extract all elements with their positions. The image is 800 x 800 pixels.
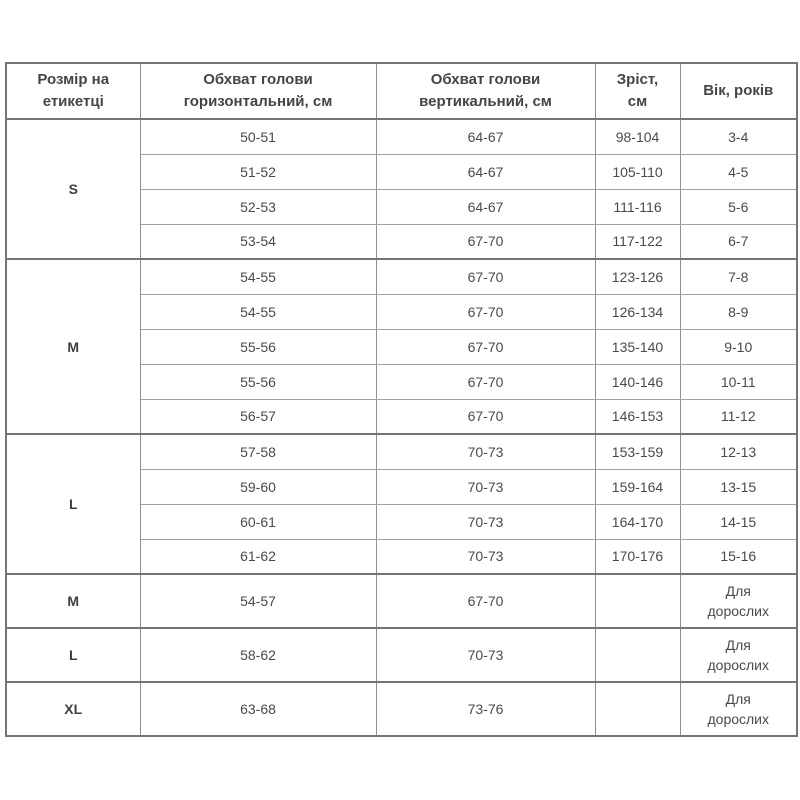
cell-horizontal: 53-54 <box>140 224 376 259</box>
cell-age: 7-8 <box>680 259 797 294</box>
cell-vertical: 67-70 <box>376 224 595 259</box>
cell-horizontal: 54-55 <box>140 294 376 329</box>
cell-height: 164-170 <box>595 504 680 539</box>
cell-vertical: 70-73 <box>376 539 595 574</box>
size-group-label-m: M <box>6 259 140 434</box>
cell-height-empty <box>595 682 680 736</box>
column-header-size-label: Розмір на етикетці <box>37 71 110 110</box>
cell-horizontal: 57-58 <box>140 434 376 469</box>
cell-vertical: 67-70 <box>376 399 595 434</box>
cell-height: 159-164 <box>595 469 680 504</box>
cell-age <box>680 574 797 628</box>
column-header-size <box>6 63 140 119</box>
cell-horizontal: 59-60 <box>140 469 376 504</box>
column-header-horizontal-label: Обхват голови горизонтальний, см <box>183 71 333 110</box>
cell-vertical: 70-73 <box>376 469 595 504</box>
cell-vertical: 70-73 <box>376 434 595 469</box>
cell-horizontal: 55-56 <box>140 364 376 399</box>
cell-horizontal: 54-55 <box>140 259 376 294</box>
cell-age: 6-7 <box>680 224 797 259</box>
cell-horizontal: 58-62 <box>140 628 376 682</box>
table-row <box>6 574 797 628</box>
size-label-adult-l: L <box>6 628 140 682</box>
table-row <box>6 682 797 736</box>
cell-height: 153-159 <box>595 434 680 469</box>
header-row <box>6 63 797 119</box>
cell-height: 126-134 <box>595 294 680 329</box>
cell-vertical: 67-70 <box>376 259 595 294</box>
cell-horizontal: 56-57 <box>140 399 376 434</box>
column-header-vertical-label: Обхват голови вертикальний, см <box>419 71 552 110</box>
table-row <box>6 119 797 154</box>
cell-height-empty <box>595 574 680 628</box>
size-chart-table <box>5 62 798 737</box>
cell-age: 15-16 <box>680 539 797 574</box>
cell-vertical: 64-67 <box>376 189 595 224</box>
cell-horizontal: 51-52 <box>140 154 376 189</box>
size-label-adult-xl: XL <box>6 682 140 736</box>
column-header-height <box>595 63 680 119</box>
cell-vertical: 70-73 <box>376 504 595 539</box>
cell-age-text: Для дорослих <box>707 690 770 727</box>
cell-age: 10-11 <box>680 364 797 399</box>
cell-age: 11-12 <box>680 399 797 434</box>
cell-age: 13-15 <box>680 469 797 504</box>
cell-age: 4-5 <box>680 154 797 189</box>
cell-age <box>680 682 797 736</box>
cell-vertical: 73-76 <box>376 682 595 736</box>
cell-age: 14-15 <box>680 504 797 539</box>
cell-horizontal: 52-53 <box>140 189 376 224</box>
table-row <box>6 434 797 469</box>
cell-horizontal: 50-51 <box>140 119 376 154</box>
cell-age: 12-13 <box>680 434 797 469</box>
column-header-horizontal <box>140 63 376 119</box>
cell-vertical: 67-70 <box>376 364 595 399</box>
column-header-age-label: Вік, років <box>703 82 774 100</box>
cell-horizontal: 54-57 <box>140 574 376 628</box>
cell-age: 8-9 <box>680 294 797 329</box>
cell-horizontal: 63-68 <box>140 682 376 736</box>
size-group-label-l: L <box>6 434 140 574</box>
cell-age <box>680 628 797 682</box>
cell-height: 123-126 <box>595 259 680 294</box>
cell-age: 3-4 <box>680 119 797 154</box>
cell-vertical: 67-70 <box>376 329 595 364</box>
size-label-adult-m: M <box>6 574 140 628</box>
column-header-age <box>680 63 797 119</box>
cell-height: 146-153 <box>595 399 680 434</box>
cell-height: 117-122 <box>595 224 680 259</box>
cell-age-text: Для дорослих <box>707 636 770 673</box>
cell-height-empty <box>595 628 680 682</box>
table-row <box>6 259 797 294</box>
cell-height: 135-140 <box>595 329 680 364</box>
cell-height: 140-146 <box>595 364 680 399</box>
column-header-height-label: Зріст, см <box>616 71 659 110</box>
cell-age: 9-10 <box>680 329 797 364</box>
cell-age: 5-6 <box>680 189 797 224</box>
cell-vertical: 64-67 <box>376 119 595 154</box>
cell-horizontal: 60-61 <box>140 504 376 539</box>
cell-horizontal: 55-56 <box>140 329 376 364</box>
column-header-vertical <box>376 63 595 119</box>
cell-height: 105-110 <box>595 154 680 189</box>
cell-height: 98-104 <box>595 119 680 154</box>
cell-age-text: Для дорослих <box>707 582 770 619</box>
cell-height: 111-116 <box>595 189 680 224</box>
cell-height: 170-176 <box>595 539 680 574</box>
table-row <box>6 628 797 682</box>
cell-vertical: 70-73 <box>376 628 595 682</box>
size-group-label-s: S <box>6 119 140 259</box>
cell-vertical: 67-70 <box>376 574 595 628</box>
cell-vertical: 67-70 <box>376 294 595 329</box>
cell-vertical: 64-67 <box>376 154 595 189</box>
cell-horizontal: 61-62 <box>140 539 376 574</box>
